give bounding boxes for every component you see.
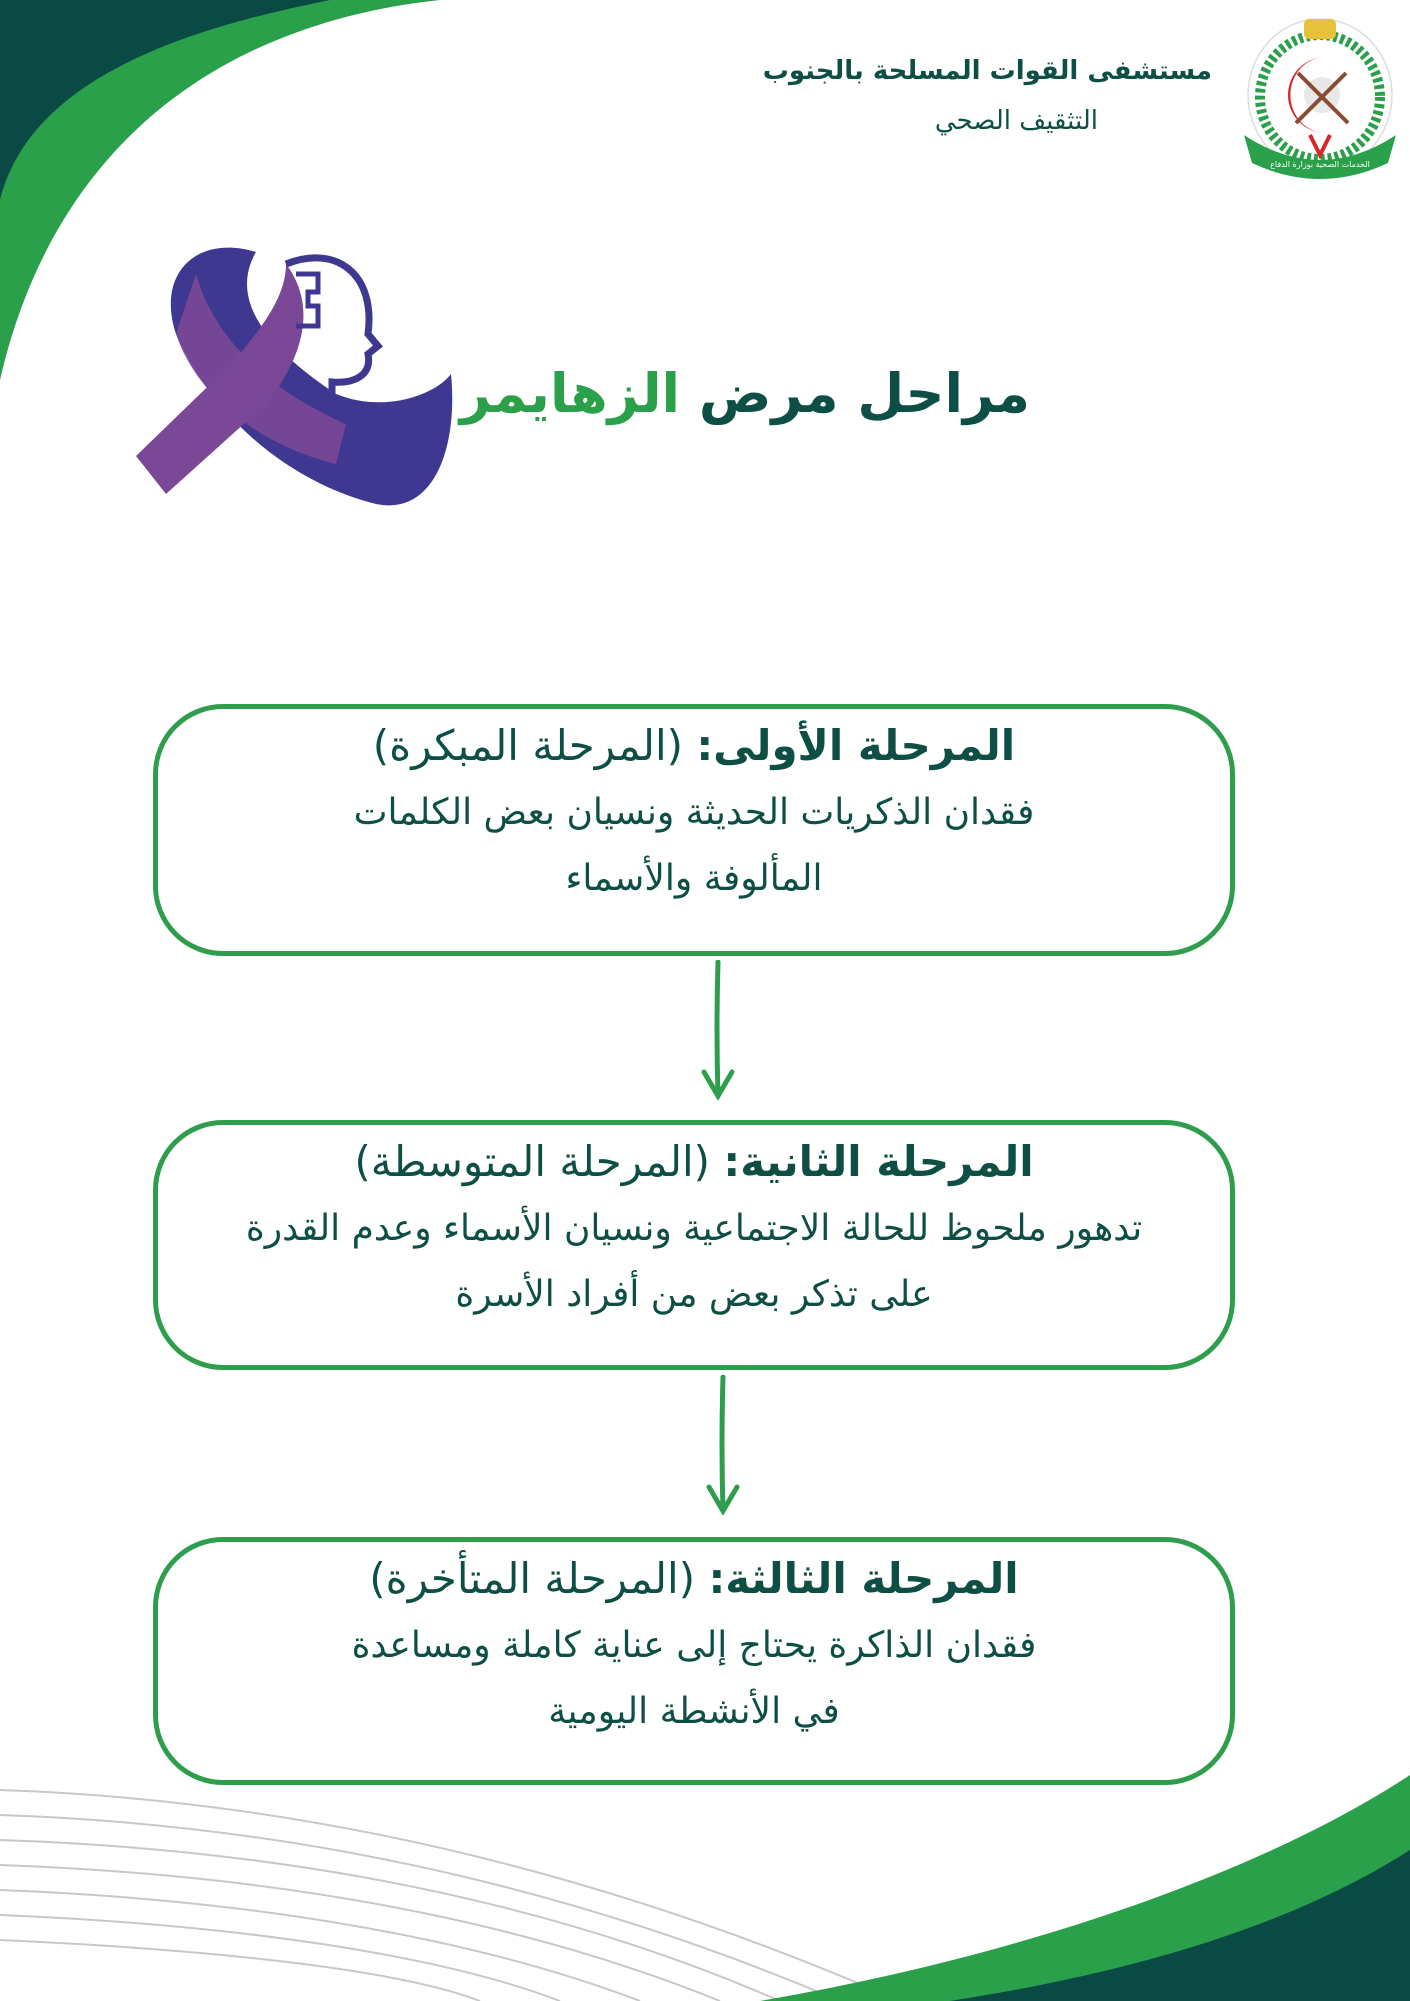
stage-label: المرحلة الثانية: — [723, 1137, 1034, 1186]
title-part1: مراحل مرض — [698, 362, 1030, 425]
stage-subtitle: (المرحلة المتأخرة) — [369, 1554, 696, 1603]
logo-text: الخدمات الصحية بوزارة الدفاع — [1270, 160, 1370, 169]
stage-heading — [158, 721, 1230, 770]
stage-label: المرحلة الثالثة: — [708, 1554, 1019, 1603]
title-part2: الزهايمر — [459, 362, 681, 425]
arrow-down-icon — [703, 1375, 743, 1515]
stage-label: المرحلة الأولى: — [696, 721, 1016, 770]
arrow-down-icon — [698, 960, 738, 1100]
stage-line: فقدان الذاكرة يحتاج إلى عناية كاملة ومساعدة — [351, 1625, 1037, 1666]
stage-heading — [158, 1137, 1230, 1186]
stage-line: على تذكر بعض من أفراد الأسرة — [455, 1274, 933, 1315]
stage-description — [158, 780, 1230, 912]
stage-description — [158, 1196, 1230, 1328]
stage-card-3 — [153, 1537, 1235, 1785]
page-title — [459, 362, 1030, 425]
stage-heading — [158, 1554, 1230, 1603]
hospital-logo-icon — [1238, 15, 1402, 183]
hospital-name: مستشفى القوات المسلحة بالجنوب — [762, 56, 1212, 86]
alzheimer-ribbon-icon — [136, 244, 456, 520]
stage-description — [158, 1613, 1230, 1745]
stage-subtitle: (المرحلة المبكرة) — [372, 721, 684, 770]
stage-line: المألوفة والأسماء — [565, 858, 823, 899]
stage-card-2 — [153, 1120, 1235, 1370]
stage-line: في الأنشطة اليومية — [548, 1691, 840, 1732]
stage-line: تدهور ملحوظ للحالة الاجتماعية ونسيان الأسماء وعدم القدرة — [245, 1208, 1143, 1249]
stage-subtitle: (المرحلة المتوسطة) — [354, 1137, 711, 1186]
stage-card-1 — [153, 704, 1235, 956]
stage-line: فقدان الذكريات الحديثة ونسيان بعض الكلمات — [353, 792, 1035, 833]
department-name: التثقيف الصحي — [934, 106, 1098, 136]
